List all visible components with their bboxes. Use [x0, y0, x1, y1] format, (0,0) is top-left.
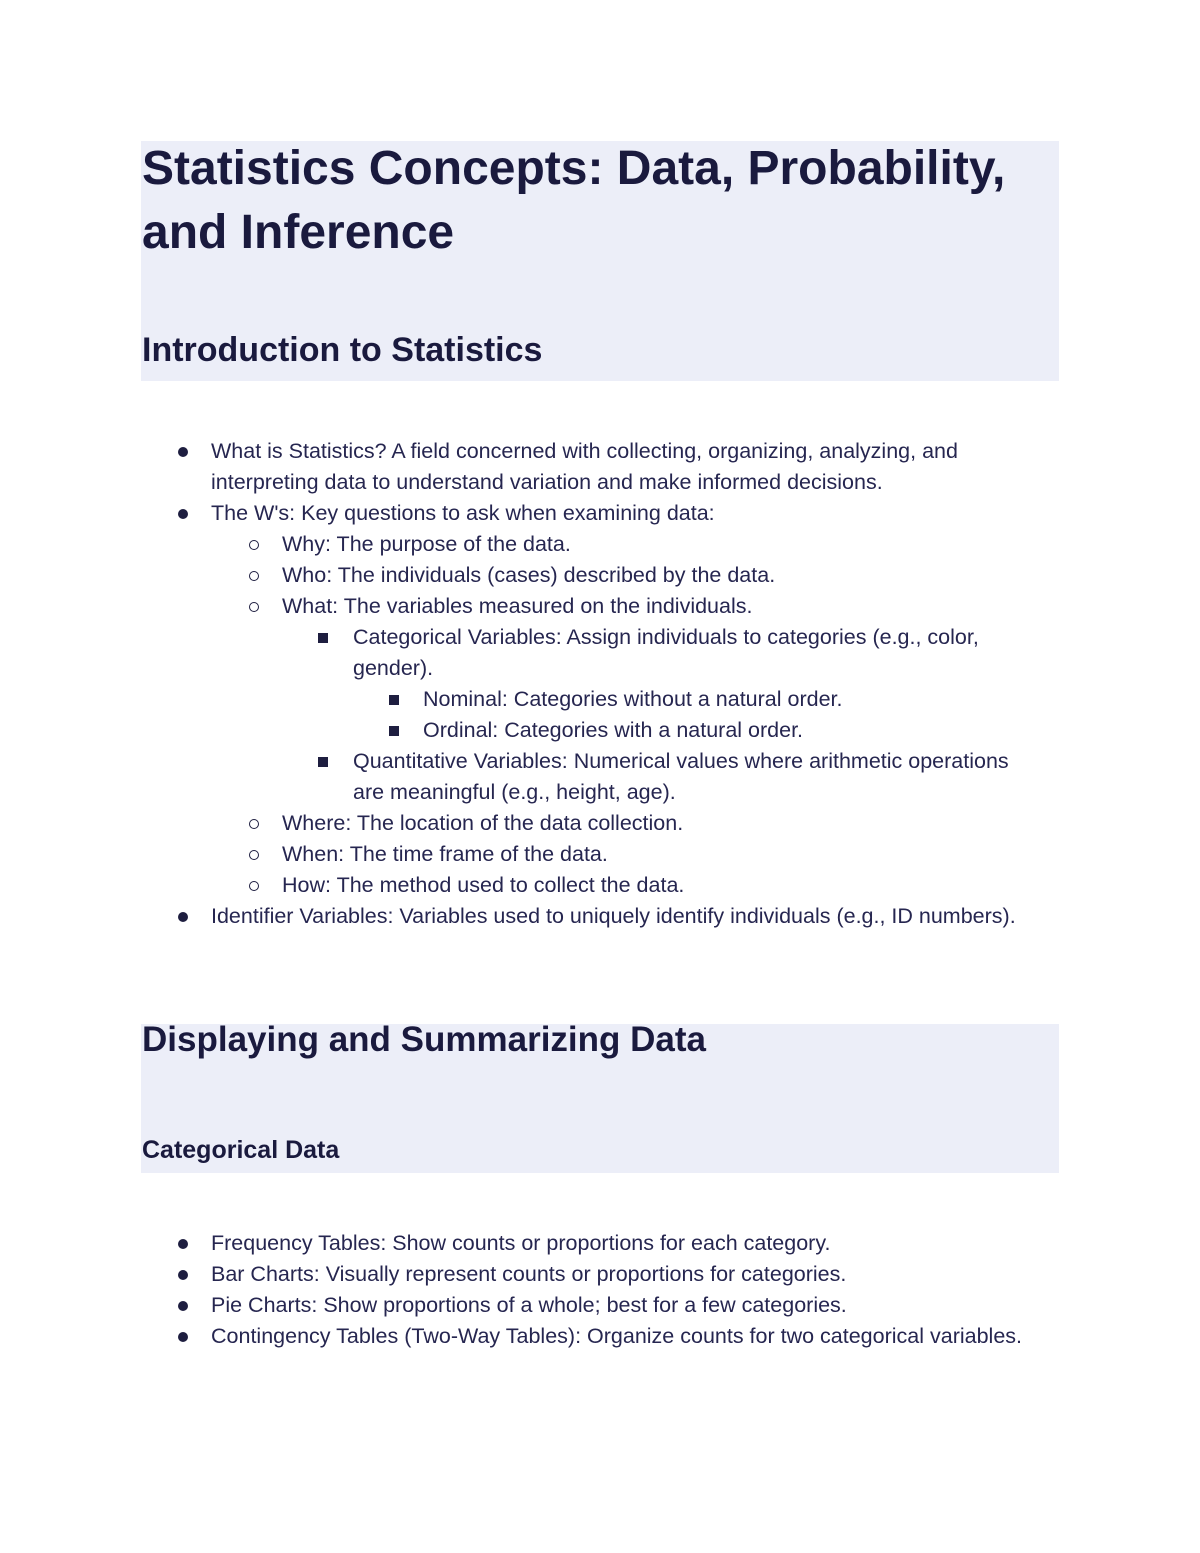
list-item [0, 1259, 1041, 1290]
list-item [0, 529, 1042, 560]
bullet-circle-icon [249, 540, 259, 550]
section-heading: Displaying and Summarizing Data [142, 1020, 706, 1059]
list-item [0, 498, 1041, 529]
list-item-text: Where: The location of the data collection. [282, 811, 684, 835]
list-item [0, 684, 1043, 715]
bullet-dot-icon [178, 912, 188, 922]
list-item [0, 839, 1042, 870]
list-item-text: Who: The individuals (cases) described by the data. [282, 563, 776, 587]
bullet-square-icon [389, 726, 399, 736]
bullet-square-icon [318, 757, 328, 767]
list-item-text: Ordinal: Categories with a natural order. [423, 718, 804, 742]
document-title: Statistics Concepts: Data, Probability, and Inference [142, 142, 1006, 259]
list-item-text: Pie Charts: Show proportions of a whole; best for a few categories. [211, 1293, 847, 1317]
section-list [0, 1228, 1200, 1352]
list-item [0, 715, 1043, 746]
bullet-circle-icon [249, 602, 259, 612]
section-list [0, 436, 1200, 932]
bullet-circle-icon [249, 881, 259, 891]
list-item [0, 560, 1042, 591]
bullet-dot-icon [178, 447, 188, 457]
list-item-text: When: The time frame of the data. [282, 842, 608, 866]
section-heading: Introduction to Statistics [142, 331, 543, 369]
subsection-heading: Categorical Data [142, 1136, 340, 1164]
list-item [0, 591, 1042, 622]
bullet-circle-icon [249, 571, 259, 581]
bullet-dot-icon [178, 509, 188, 519]
list-item [0, 808, 1042, 839]
list-item-text: What: The variables measured on the individuals. [282, 594, 753, 618]
bullet-dot-icon [178, 1239, 188, 1249]
list-item [0, 870, 1042, 901]
list-item-text: How: The method used to collect the data. [282, 873, 685, 897]
bullet-dot-icon [178, 1332, 188, 1342]
bullet-square-icon [389, 695, 399, 705]
bullet-circle-icon [249, 850, 259, 860]
list-item [0, 746, 1043, 808]
list-item [0, 1290, 1041, 1321]
list-item [0, 1228, 1041, 1259]
bullet-dot-icon [178, 1270, 188, 1280]
bullet-circle-icon [249, 819, 259, 829]
list-item-text: Contingency Tables (Two-Way Tables): Organize counts for two categorical variables. [211, 1324, 1023, 1348]
list-item-text: Identifier Variables: Variables used to uniquely identify individuals (e.g., ID numbers). [211, 904, 1016, 928]
list-item-text: Nominal: Categories without a natural order. [423, 687, 843, 711]
list-item-text: Categorical Variables: Assign individuals to categories (e.g., color, gender). [353, 625, 979, 680]
list-item-text: Frequency Tables: Show counts or proportions for each category. [211, 1231, 831, 1255]
list-item-text: Quantitative Variables: Numerical values where arithmetic operations are meaningful (e.g., height, age). [353, 749, 1009, 804]
list-item-text: Bar Charts: Visually represent counts or proportions for categories. [211, 1262, 847, 1286]
list-item [0, 1321, 1041, 1352]
list-item [0, 436, 1041, 498]
list-item [0, 622, 1043, 684]
bullet-square-icon [318, 633, 328, 643]
list-item-text: What is Statistics? A field concerned with collecting, organizing, analyzing, and interpreting data to understand variation and make informed decisions. [211, 439, 958, 494]
list-item-text: Why: The purpose of the data. [282, 532, 571, 556]
list-item-text: The W's: Key questions to ask when examining data: [211, 501, 715, 525]
list-item [0, 901, 1041, 932]
bullet-dot-icon [178, 1301, 188, 1311]
